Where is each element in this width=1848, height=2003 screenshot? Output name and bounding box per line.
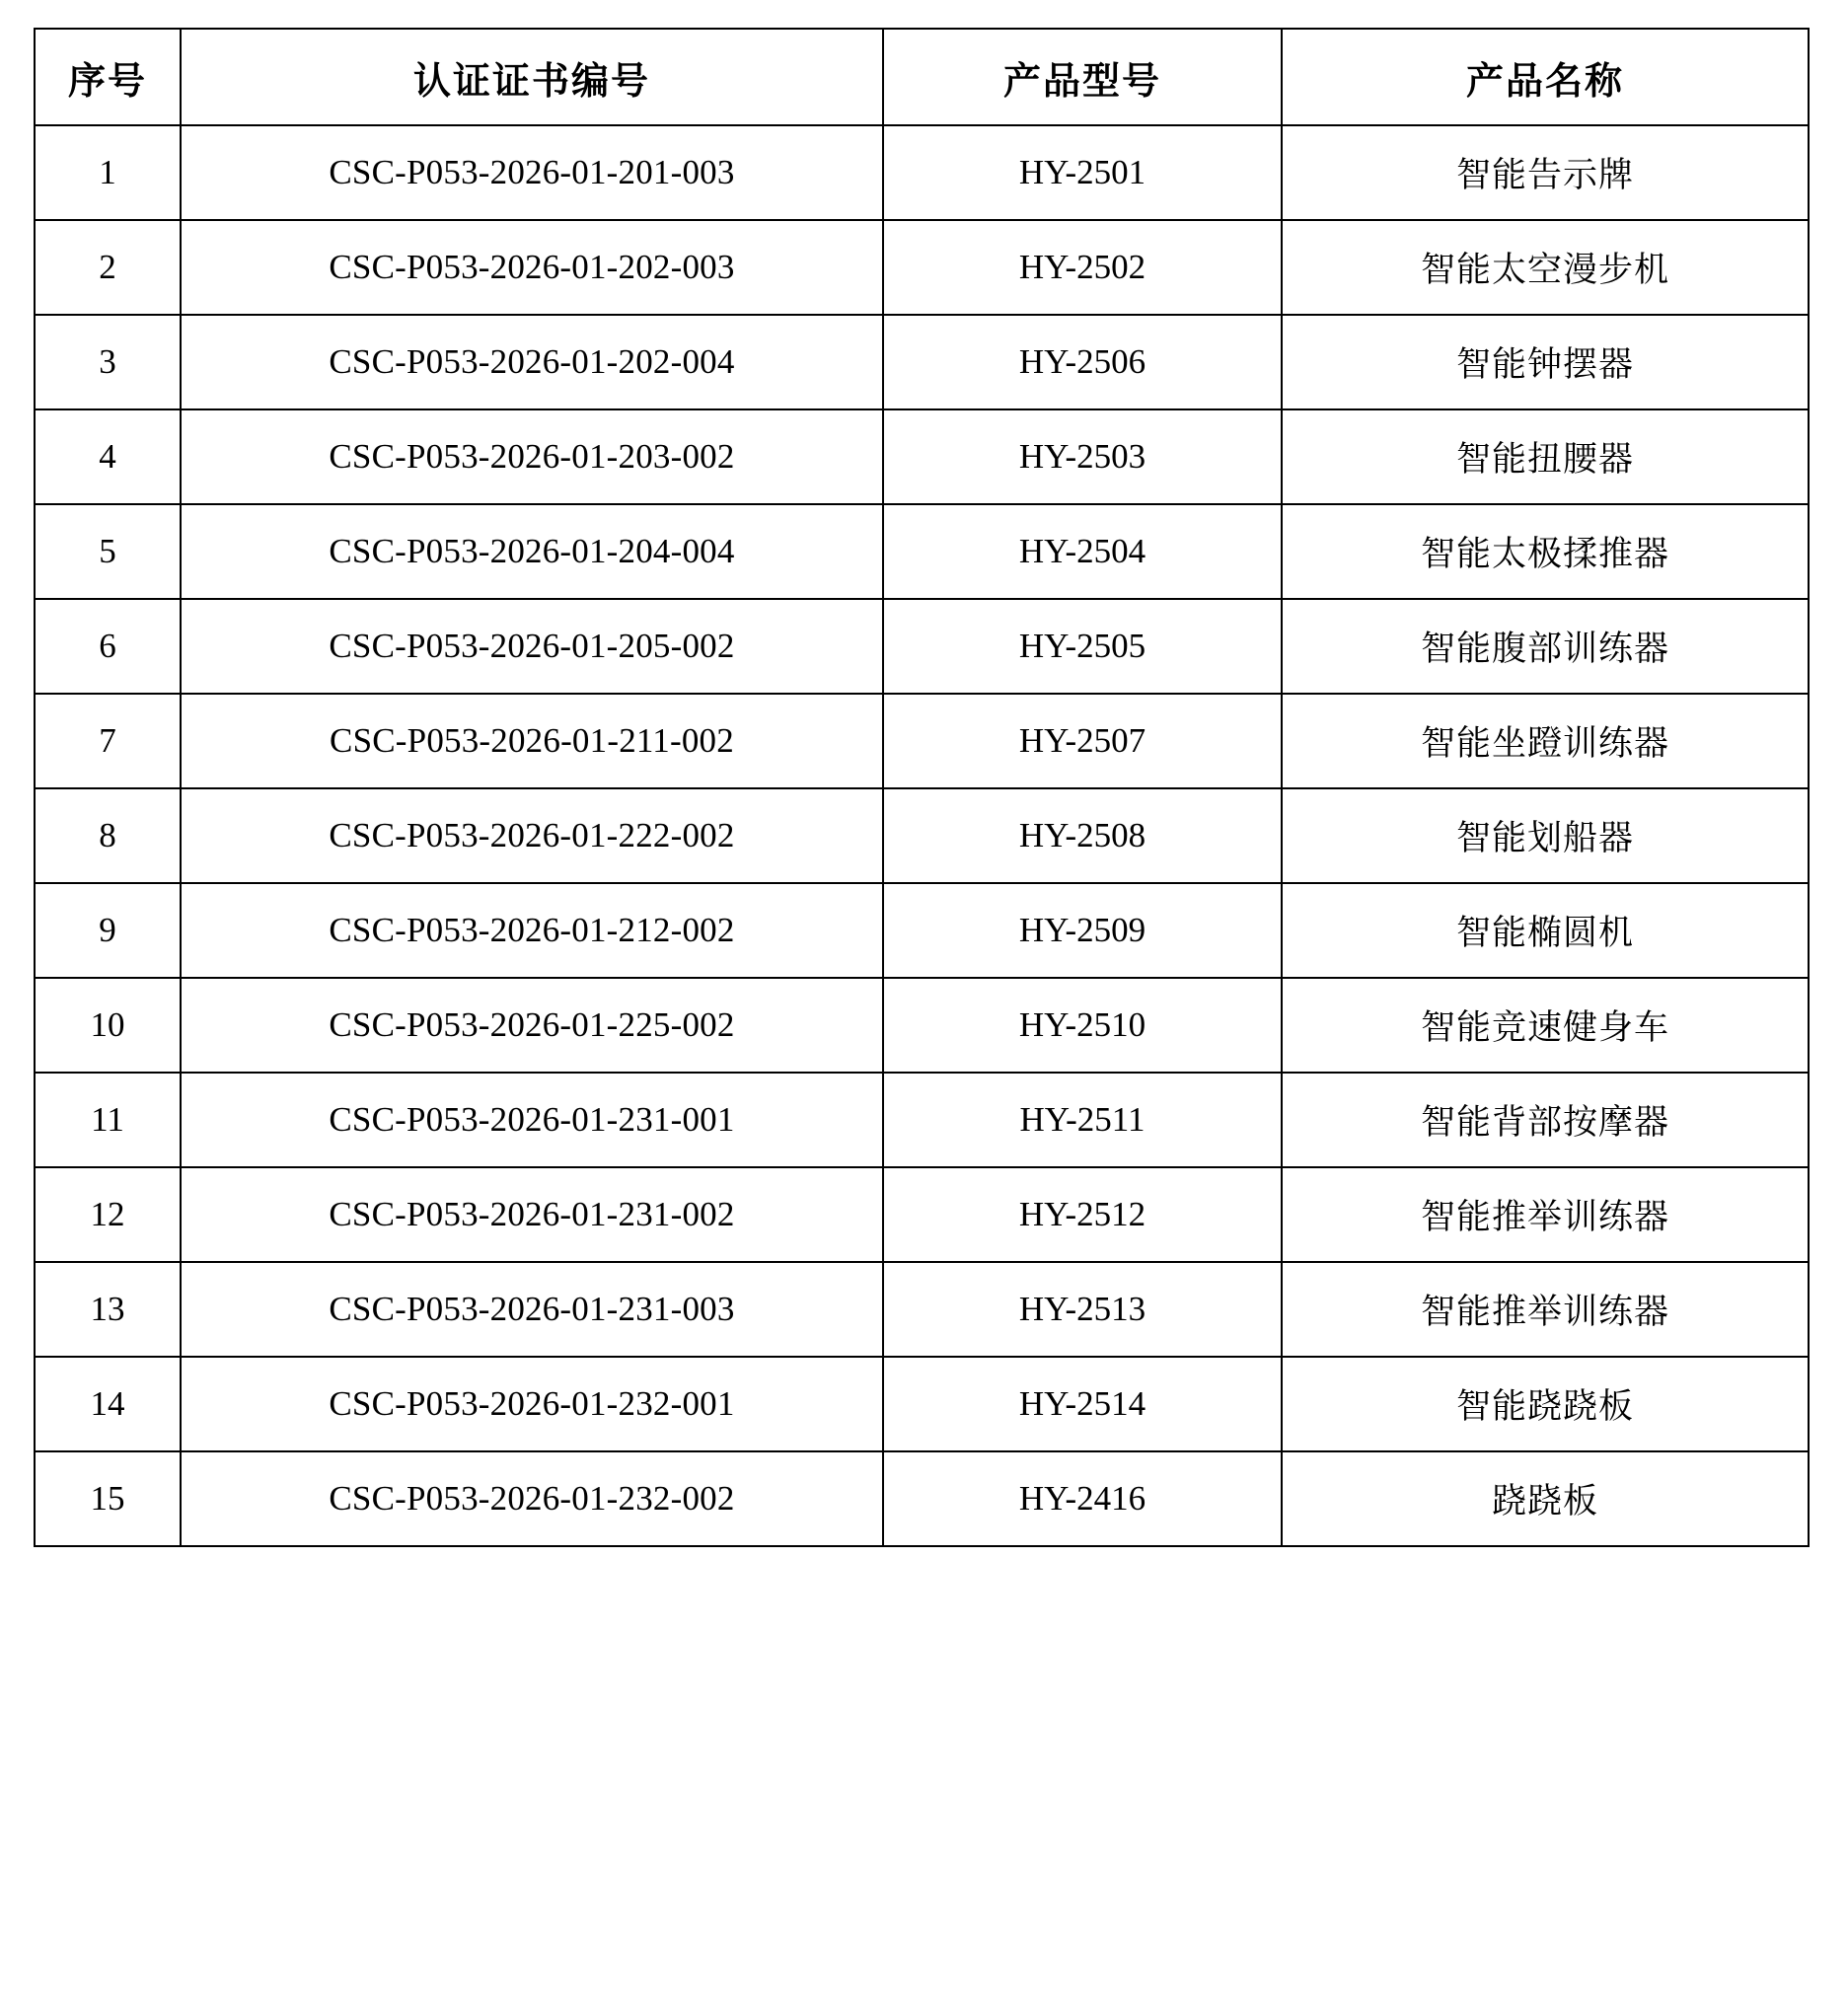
- cell-product-model: HY-2513: [883, 1262, 1282, 1357]
- cell-index: 3: [35, 315, 181, 409]
- cell-product-model: HY-2514: [883, 1357, 1282, 1451]
- cell-product-model: HY-2502: [883, 220, 1282, 315]
- cell-product-model: HY-2506: [883, 315, 1282, 409]
- cell-certificate-number: CSC-P053-2026-01-225-002: [181, 978, 883, 1073]
- cell-index: 14: [35, 1357, 181, 1451]
- column-header-product-name: 产品名称: [1282, 29, 1809, 125]
- cell-product-model: HY-2510: [883, 978, 1282, 1073]
- table-row: [35, 125, 1809, 220]
- cell-product-name: 智能划船器: [1282, 788, 1809, 883]
- cell-product-name: 跷跷板: [1282, 1451, 1809, 1546]
- table-body: [35, 125, 1809, 1546]
- cell-product-name: 智能推举训练器: [1282, 1262, 1809, 1357]
- cell-index: 13: [35, 1262, 181, 1357]
- cell-product-name: 智能告示牌: [1282, 125, 1809, 220]
- cell-product-model: HY-2416: [883, 1451, 1282, 1546]
- table-row: [35, 1073, 1809, 1167]
- cell-certificate-number: CSC-P053-2026-01-203-002: [181, 409, 883, 504]
- table-header: [35, 29, 1809, 125]
- cell-product-name: 智能背部按摩器: [1282, 1073, 1809, 1167]
- table-row: [35, 1167, 1809, 1262]
- cell-product-name: 智能太空漫步机: [1282, 220, 1809, 315]
- table-row: [35, 978, 1809, 1073]
- table-row: [35, 883, 1809, 978]
- cell-certificate-number: CSC-P053-2026-01-204-004: [181, 504, 883, 599]
- cell-certificate-number: CSC-P053-2026-01-231-003: [181, 1262, 883, 1357]
- column-header-certificate-number: 认证证书编号: [181, 29, 883, 125]
- column-header-index: 序号: [35, 29, 181, 125]
- cell-index: 7: [35, 694, 181, 788]
- cell-product-name: 智能椭圆机: [1282, 883, 1809, 978]
- table-row: [35, 220, 1809, 315]
- cell-certificate-number: CSC-P053-2026-01-232-001: [181, 1357, 883, 1451]
- cell-product-model: HY-2504: [883, 504, 1282, 599]
- cell-product-model: HY-2507: [883, 694, 1282, 788]
- cell-index: 10: [35, 978, 181, 1073]
- cell-product-name: 智能腹部训练器: [1282, 599, 1809, 694]
- cell-product-model: HY-2509: [883, 883, 1282, 978]
- cell-certificate-number: CSC-P053-2026-01-202-004: [181, 315, 883, 409]
- cell-product-model: HY-2503: [883, 409, 1282, 504]
- table-row: [35, 315, 1809, 409]
- cell-product-name: 智能扭腰器: [1282, 409, 1809, 504]
- certificate-table: [34, 28, 1810, 1547]
- cell-certificate-number: CSC-P053-2026-01-201-003: [181, 125, 883, 220]
- cell-certificate-number: CSC-P053-2026-01-231-001: [181, 1073, 883, 1167]
- cell-product-name: 智能推举训练器: [1282, 1167, 1809, 1262]
- table-header-row: [35, 29, 1809, 125]
- table-row: [35, 788, 1809, 883]
- cell-product-name: 智能跷跷板: [1282, 1357, 1809, 1451]
- cell-product-name: 智能坐蹬训练器: [1282, 694, 1809, 788]
- cell-index: 12: [35, 1167, 181, 1262]
- column-header-product-model: 产品型号: [883, 29, 1282, 125]
- cell-index: 15: [35, 1451, 181, 1546]
- cell-index: 2: [35, 220, 181, 315]
- cell-certificate-number: CSC-P053-2026-01-212-002: [181, 883, 883, 978]
- cell-product-name: 智能太极揉推器: [1282, 504, 1809, 599]
- table-row: [35, 1451, 1809, 1546]
- cell-certificate-number: CSC-P053-2026-01-205-002: [181, 599, 883, 694]
- table-row: [35, 694, 1809, 788]
- cell-index: 6: [35, 599, 181, 694]
- cell-index: 5: [35, 504, 181, 599]
- table-row: [35, 409, 1809, 504]
- table-row: [35, 504, 1809, 599]
- cell-product-model: HY-2508: [883, 788, 1282, 883]
- table-row: [35, 1262, 1809, 1357]
- cell-index: 11: [35, 1073, 181, 1167]
- cell-index: 1: [35, 125, 181, 220]
- cell-index: 8: [35, 788, 181, 883]
- cell-product-model: HY-2511: [883, 1073, 1282, 1167]
- cell-product-model: HY-2505: [883, 599, 1282, 694]
- cell-index: 9: [35, 883, 181, 978]
- cell-certificate-number: CSC-P053-2026-01-222-002: [181, 788, 883, 883]
- table-row: [35, 599, 1809, 694]
- cell-product-model: HY-2501: [883, 125, 1282, 220]
- cell-product-name: 智能竞速健身车: [1282, 978, 1809, 1073]
- cell-certificate-number: CSC-P053-2026-01-211-002: [181, 694, 883, 788]
- cell-product-model: HY-2512: [883, 1167, 1282, 1262]
- cell-product-name: 智能钟摆器: [1282, 315, 1809, 409]
- cell-certificate-number: CSC-P053-2026-01-232-002: [181, 1451, 883, 1546]
- table-row: [35, 1357, 1809, 1451]
- cell-index: 4: [35, 409, 181, 504]
- cell-certificate-number: CSC-P053-2026-01-231-002: [181, 1167, 883, 1262]
- cell-certificate-number: CSC-P053-2026-01-202-003: [181, 220, 883, 315]
